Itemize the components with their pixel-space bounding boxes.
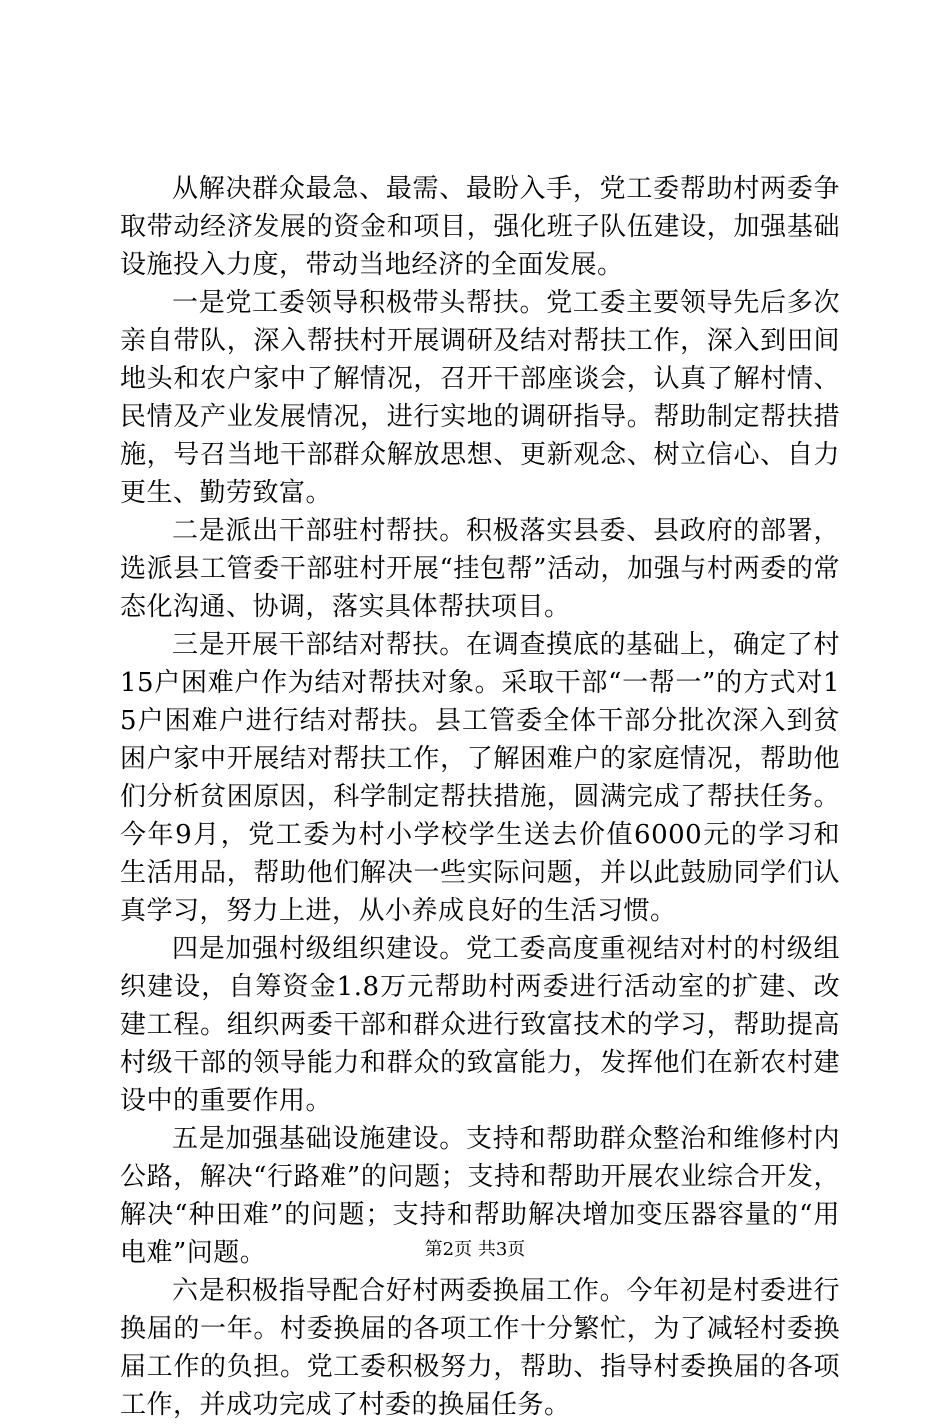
paragraph-item-5: 五是加强基础设施建设。支持和帮助群众整治和维修村内公路，解决“行路难”的问题；支持和帮助开展农业综合开发，解决“种田难”的问题；支持和帮助解决增加变压器容量的“用电难”问题。 <box>120 1124 840 1268</box>
document-body <box>120 170 840 1424</box>
paragraph-item-2: 二是派出干部驻村帮扶。积极落实县委、县政府的部署，选派县工管委干部驻村开展“挂包帮”活动，加强与村两委的常态化沟通、协调，落实具体帮扶项目。 <box>120 516 840 622</box>
paragraph-intro: 从解决群众最急、最需、最盼入手，党工委帮助村两委争取带动经济发展的资金和项目，强化班子队伍建设，加强基础设施投入力度，带动当地经济的全面发展。 <box>120 174 840 280</box>
paragraph-item-4: 四是加强村级组织建设。党工委高度重视结对村的村级组织建设，自筹资金1.8万元帮助村两委进行活动室的扩建、改建工程。组织两委干部和群众进行致富技术的学习，帮助提高村级干部的领导能力和群众的致富能力，发挥他们在新农村建设中的重要作用。 <box>120 934 840 1116</box>
paragraph-item-1: 一是党工委领导积极带头帮扶。党工委主要领导先后多次亲自带队，深入帮扶村开展调研及结对帮扶工作，深入到田间地头和农户家中了解情况，召开干部座谈会，认真了解村情、民情及产业发展情况，进行实地的调研指导。帮助制定帮扶措施，号召当地干部群众解放思想、更新观念、树立信心、自力更生、勤劳致富。 <box>120 288 840 508</box>
paragraph-item-6: 六是积极指导配合好村两委换届工作。今年初是村委进行换届的一年。村委换届的各项工作十分繁忙，为了减轻村委换届工作的负担。党工委积极努力，帮助、指导村委换届的各项工作，并成功完成了村委的换届任务。 <box>120 1276 840 1420</box>
paragraph-item-3: 三是开展干部结对帮扶。在调查摸底的基础上，确定了村15户困难户作为结对帮扶对象。采取干部“一帮一”的方式对15户困难户进行结对帮扶。县工管委全体干部分批次深入到贫困户家中开展结对帮扶工作，了解困难户的家庭情况，帮助他们分析贫困原因，科学制定帮扶措施，圆满完成了帮扶任务。今年9月，党工委为村小学校学生送去价值6000元的学习和生活用品，帮助他们解决一些实际问题，并以此鼓励同学们认真学习，努力上进，从小养成良好的生活习惯。 <box>120 630 840 926</box>
page-number-footer: 第2页 共3页 <box>424 1239 526 1260</box>
